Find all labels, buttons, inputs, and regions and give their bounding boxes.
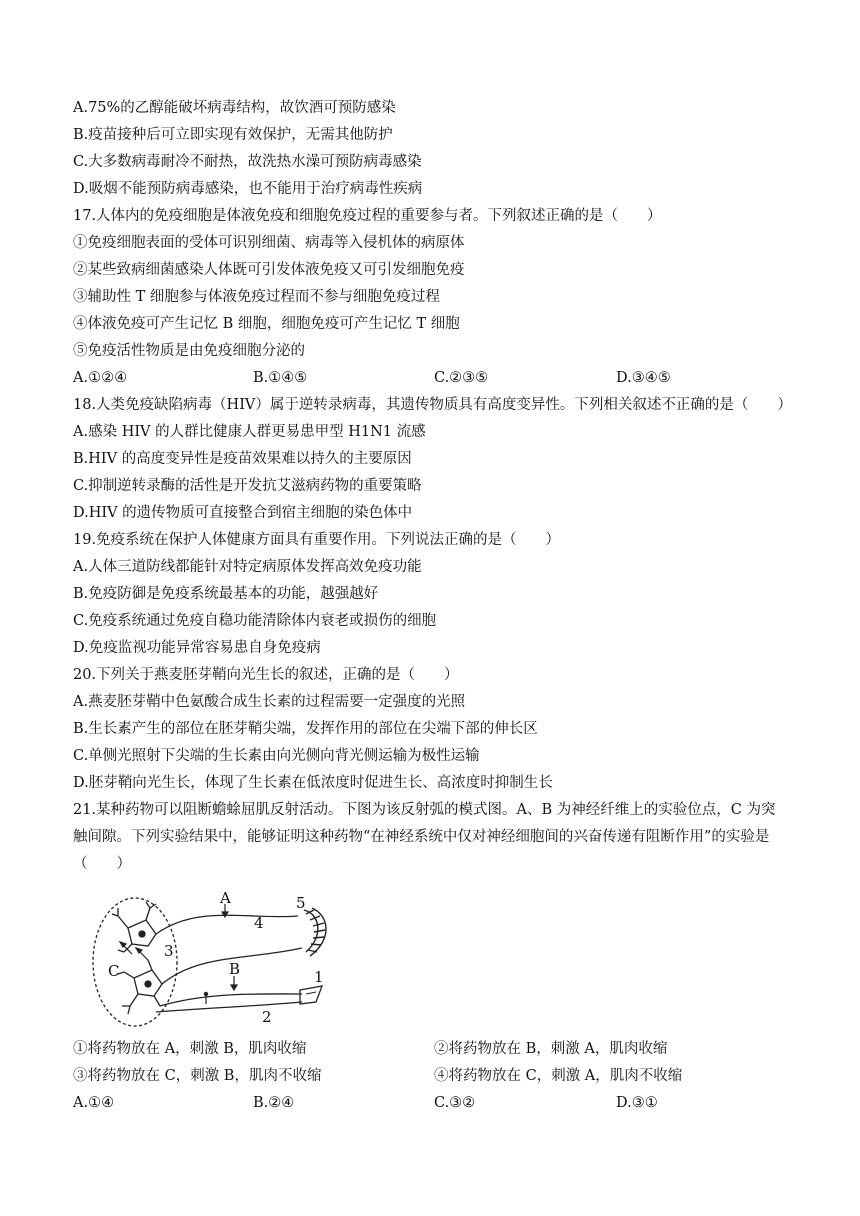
- q21-experiment-2: ②将药物放在 B，刺激 A，肌肉收缩: [434, 1041, 668, 1057]
- efferent-fiber-4: [156, 915, 298, 934]
- q16-option-c: C.大多数病毒耐冷不耐热，故洗热水澡可预防病毒感染: [73, 154, 422, 170]
- q20-option-d: D.胚芽鞘向光生长，体现了生长素在低浓度时促进生长、高浓度时抑制生长: [73, 775, 553, 791]
- lower-neuron: [118, 960, 162, 1014]
- q18-option-b: B.HIV 的高度变异性是疫苗效果难以持久的主要原因: [73, 451, 412, 467]
- q21-experiment-1: ①将药物放在 A，刺激 B，肌肉收缩: [73, 1041, 307, 1057]
- q21-stem-line-1: 21.某种药物可以阻断蟾蜍屈肌反射活动。下图为该反射弧的模式图。A、B 为神经纤维上的实验位点，C 为突: [73, 802, 776, 818]
- label-4: 4: [254, 914, 264, 932]
- q18-stem: 18.人类免疫缺陷病毒（HIV）属于逆转录病毒，其遗传物质具有高度变异性。下列相关叙述不正确的是（ ）: [73, 397, 792, 413]
- label-a: A: [220, 890, 231, 907]
- ganglion-dot: [204, 992, 208, 996]
- q21-choice-a: A.①④: [73, 1095, 115, 1111]
- q16-option-d: D.吸烟不能预防病毒感染，也不能用于治疗病毒性疾病: [73, 181, 423, 197]
- cns-dashed-oval: [93, 898, 177, 1026]
- point-b-arrow: [231, 976, 237, 990]
- q17-statement-1: ①免疫细胞表面的受体可识别细菌、病毒等入侵机体的病原体: [73, 235, 465, 251]
- q18-option-c: C.抑制逆转录酶的活性是开发抗艾滋病药物的重要策略: [73, 478, 422, 494]
- q20-option-a: A.燕麦胚芽鞘中色氨酸合成生长素的过程需要一定强度的光照: [73, 694, 466, 710]
- q17-choice-b: B.①④⑤: [253, 370, 308, 386]
- q19-stem: 19.免疫系统在保护人体健康方面具有重要作用。下列说法正确的是（ ）: [73, 532, 561, 548]
- upper-neuron: [112, 902, 156, 952]
- q16-option-b: B.疫苗接种后可立即实现有效保护，无需其他防护: [73, 127, 393, 143]
- label-c: C: [108, 962, 120, 980]
- q20-stem: 20.下列关于燕麦胚芽鞘向光生长的叙述，正确的是（ ）: [73, 667, 459, 683]
- q17-choice-c: C.②③⑤: [434, 370, 489, 386]
- q19-option-a: A.人体三道防线都能针对特定病原体发挥高效免疫功能: [73, 559, 422, 575]
- q21-experiment-3: ③将药物放在 C，刺激 B，肌肉不收缩: [73, 1068, 322, 1084]
- reflex-arc-diagram: [88, 890, 348, 1030]
- q19-option-d: D.免疫监视功能异常容易患自身免疫病: [73, 640, 321, 656]
- q21-choice-b: B.②④: [253, 1095, 295, 1111]
- receptor-1: [300, 986, 322, 1004]
- afferent-fiber-2-lower: [156, 1002, 302, 1012]
- label-b: B: [229, 960, 241, 978]
- label-2: 2: [262, 1008, 272, 1026]
- q16-option-a: A.75%的乙醇能破坏病毒结构，故饮酒可预防感染: [73, 100, 396, 116]
- label-3: 3: [164, 942, 174, 960]
- label-1: 1: [314, 968, 324, 986]
- muscle-5: [304, 908, 326, 956]
- q21-stem-line-2: 触间隙。下列实验结果中，能够证明这种药物“在神经系统中仅对神经细胞间的兴奋传递有阻断作用”的实验是: [73, 829, 770, 845]
- q20-option-b: B.生长素产生的部位在胚芽鞘尖端，发挥作用的部位在尖端下部的伸长区: [73, 721, 538, 737]
- q20-option-c: C.单侧光照射下尖端的生长素由向光侧向背光侧运输为极性运输: [73, 748, 480, 764]
- label-5: 5: [296, 894, 306, 912]
- q18-option-d: D.HIV 的遗传物质可直接整合到宿主细胞的染色体中: [73, 505, 413, 521]
- q17-choice-d: D.③④⑤: [616, 370, 671, 386]
- q17-choice-a: A.①②④: [73, 370, 128, 386]
- q17-stem: 17.人体内的免疫细胞是体液免疫和细胞免疫过程的重要参与者。下列叙述正确的是（ ）: [73, 208, 662, 224]
- q17-statement-5: ⑤免疫活性物质是由免疫细胞分泌的: [73, 343, 305, 359]
- q21-choice-d: D.③①: [616, 1095, 658, 1111]
- q21-stem-line-3: （ ）: [73, 856, 131, 872]
- q17-statement-4: ④体液免疫可产生记忆 B 细胞，细胞免疫可产生记忆 T 细胞: [73, 316, 460, 332]
- q19-option-c: C.免疫系统通过免疫自稳功能清除体内衰老或损伤的细胞: [73, 613, 437, 629]
- q17-statement-2: ②某些致病细菌感染人体既可引发体液免疫又可引发细胞免疫: [73, 262, 465, 278]
- q19-option-b: B.免疫防御是免疫系统最基本的功能，越强越好: [73, 586, 379, 602]
- q21-choice-c: C.③②: [434, 1095, 476, 1111]
- q18-option-a: A.感染 HIV 的人群比健康人群更易患甲型 H1N1 流感: [73, 424, 426, 440]
- q21-experiment-4: ④将药物放在 C，刺激 A，肌肉不收缩: [434, 1068, 683, 1084]
- q17-statement-3: ③辅助性 T 细胞参与体液免疫过程而不参与细胞免疫过程: [73, 289, 440, 305]
